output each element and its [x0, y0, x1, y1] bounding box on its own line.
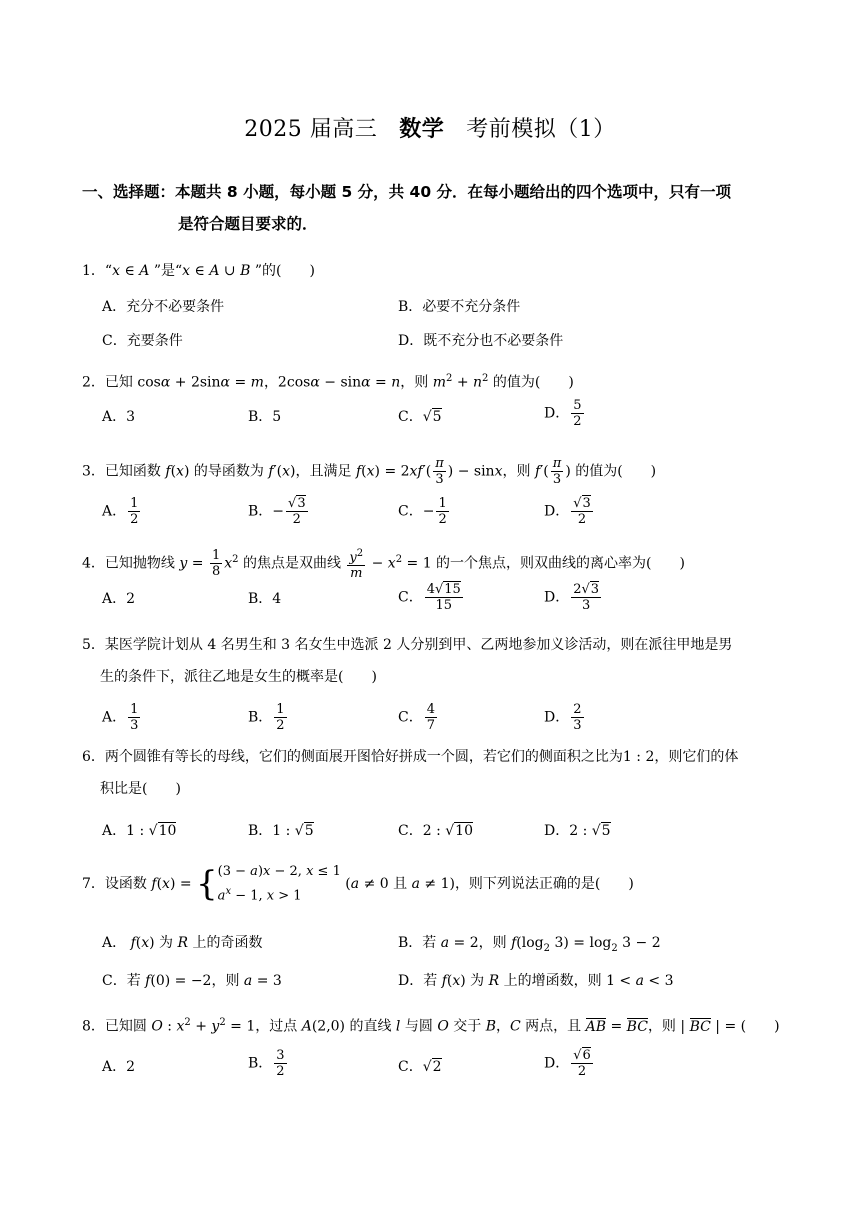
question-6-cont [82, 776, 782, 802]
question-7: 7．设函数 f(x) = { (3 − a)x − 2, x ≤ 1 $a^x - 1$, x > 1 (a ≠ 0 且 a ≠ 1)，则下列说法正确的是( ) [82, 864, 634, 905]
title-subject: 数学 [399, 117, 445, 142]
question-number: 3． [82, 463, 105, 480]
question-8: 8．已知圆 O : $x^2 + y^2 = 1$，过点 A(2,0) 的直线 l 与圆 O 交于 B，C 两点，且 AB = BC，则 | BC | = ( ) [82, 1017, 780, 1035]
option-c[interactable]: C．− $\frac{1}{2}$ [398, 496, 447, 527]
question-number: 2． [82, 374, 105, 391]
question-number: 1． [82, 263, 105, 279]
question-5-line2: 生的条件下，派往乙地是女生的概率是( ) [100, 669, 377, 685]
option-d[interactable]: D． $\frac{2}{3}$ [544, 702, 582, 733]
option-d[interactable]: D． $\frac{√6}{2}$ [544, 1048, 591, 1079]
question-4: 4．已知抛物线 y = $\frac{1}{8}$ $x^2$ 的焦点是双曲线 $\frac{y^2}{m}$ − $x^2 = 1$ 的一个焦点，则双曲线的离心率为( ) [82, 548, 685, 582]
option-a[interactable]: A． f(x) 为 R 上的奇函数 [102, 935, 263, 951]
option-a[interactable]: A． $\frac{1}{3}$ [102, 702, 139, 733]
option-a[interactable]: A．2 [102, 1059, 136, 1075]
question-number: 5． [82, 637, 105, 653]
question-3: 3．已知函数 f(x) 的导函数为 f′(x)，且满足 f(x) = 2xf′( $\frac{\pi}{3}$ ) − sinx，则 f′( $\frac{\pi}{3}$ ) 的值为( ) [82, 456, 657, 487]
option-d[interactable]: D． $\frac{√3}{2}$ [544, 496, 591, 527]
option-a[interactable]: A．2 [102, 591, 136, 607]
title-prefix: 2025 届高三 [244, 117, 378, 142]
page-title [0, 112, 860, 143]
option-d[interactable]: D． $\frac{5}{2}$ [544, 398, 582, 429]
question-1: 1．“x ∈ A ”是“x ∈ A ∪ B ”的( ) [82, 263, 315, 279]
option-a[interactable]: A．1 : √10 [102, 823, 177, 839]
question-6-line2: 积比是( ) [100, 781, 181, 797]
option-d[interactable]: D．2 : √5 [544, 823, 611, 839]
option-c[interactable]: C． $\frac{4√15}{15}$ [398, 582, 461, 613]
option-b[interactable]: B．4 [248, 591, 282, 607]
option-a[interactable]: A． $\frac{1}{2}$ [102, 496, 139, 527]
option-b[interactable]: B． $\frac{3}{2}$ [248, 1048, 285, 1079]
section-heading-line2: 是符合题目要求的． [178, 215, 318, 233]
option-c[interactable]: C．√5 [398, 409, 442, 425]
section-heading-line1: 一、选择题：本题共 8 小题，每小题 5 分，共 40 分．在每小题给出的四个选项中，只有一项 [82, 183, 732, 201]
option-c[interactable]: C．充要条件 [102, 333, 183, 349]
section-heading [82, 176, 782, 240]
option-d[interactable]: D．若 f(x) 为 R 上的增函数，则 1 < a < 3 [398, 973, 674, 989]
option-b[interactable]: B．5 [248, 409, 282, 425]
question-number: 4． [82, 555, 105, 572]
question-5 [82, 632, 782, 658]
question-number: 7． [82, 876, 105, 893]
question-5-cont [82, 664, 782, 690]
option-b[interactable]: B．若 a = 2，则 $f(\log_2$ $3) = \log_2 3 - 2$ [398, 935, 661, 954]
title-suffix: 考前模拟（1） [466, 117, 616, 142]
option-c[interactable]: C． $\frac{4}{7}$ [398, 702, 435, 733]
question-2: 2．已知 cosα + 2sinα = m，2cosα − sinα = n，则 $m^2 + n^2$ 的值为( ) [82, 373, 574, 391]
option-b[interactable]: B． $\frac{1}{2}$ [248, 702, 285, 733]
option-d[interactable]: D． $\frac{2√3}{3}$ [544, 582, 600, 613]
question-number: 6． [82, 749, 105, 765]
option-b[interactable]: B．− $\frac{√3}{2}$ [248, 496, 306, 527]
question-5-line1: 某医学院计划从 4 名男生和 3 名女生中选派 2 人分别到甲、乙两地参加义诊活动，则在派往甲地是男 [104, 637, 733, 653]
option-b[interactable]: B．必要不充分条件 [398, 299, 521, 315]
option-c[interactable]: C．若 f(0) = −2，则 a = 3 [102, 973, 282, 989]
option-b[interactable]: B．1 : √5 [248, 823, 314, 839]
question-number: 8． [82, 1018, 105, 1035]
option-c[interactable]: C．2 : √10 [398, 823, 473, 839]
question-6: 6．两个圆锥有等长的母线，它们的侧面展开图恰好拼成一个圆，若它们的侧面积之比为1 : 2，则它们的体 [82, 749, 739, 765]
option-c[interactable]: C．√2 [398, 1059, 442, 1075]
option-a[interactable]: A．充分不必要条件 [102, 299, 225, 315]
option-d[interactable]: D．既不充分也不必要条件 [398, 333, 564, 349]
option-a[interactable]: A．3 [102, 409, 136, 425]
